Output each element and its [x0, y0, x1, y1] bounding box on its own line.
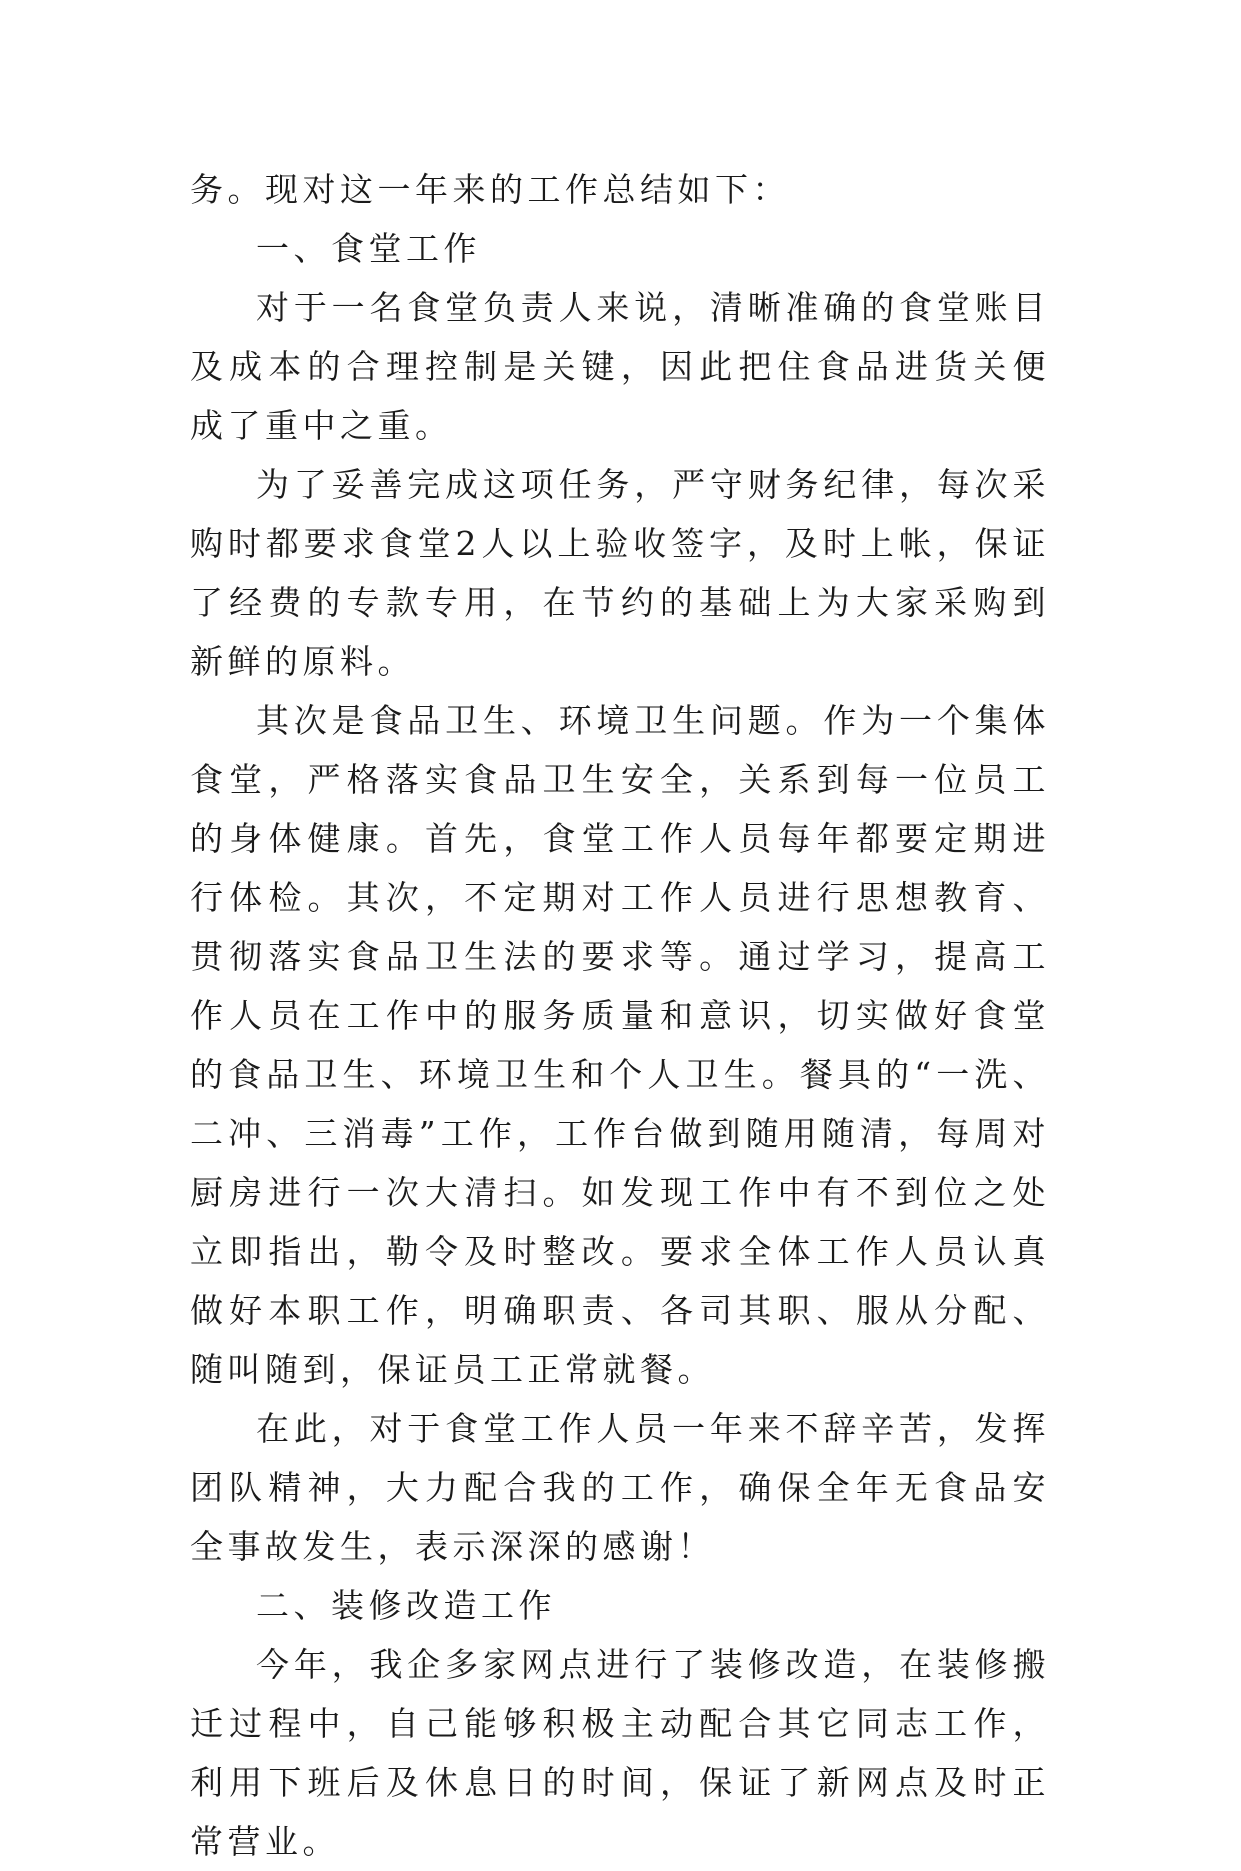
paragraph-accounts: 对于一名食堂负责人来说，清晰准确的食堂账目及成本的合理控制是关键，因此把住食品进货关便成了重中之重。	[190, 288, 1050, 445]
section-heading-canteen: 一、食堂工作	[256, 229, 481, 268]
paragraph-procurement: 为了妥善完成这项任务，严守财务纪律，每次采购时都要求食堂2人以上验收签字，及时上帐，保证了经费的专款专用，在节约的基础上为大家采购到新鲜的原料。	[190, 465, 1050, 681]
document-body	[190, 160, 1050, 1871]
section-heading-renovation: 二、装修改造工作	[256, 1586, 556, 1625]
paragraph-thanks: 在此，对于食堂工作人员一年来不辞辛苦，发挥团队精神，大力配合我的工作，确保全年无食品安全事故发生，表示深深的感谢！	[190, 1409, 1050, 1566]
paragraph-continuation: 务。现对这一年来的工作总结如下：	[190, 170, 790, 209]
paragraph-renovation: 今年，我企多家网点进行了装修改造，在装修搬迁过程中，自己能够积极主动配合其它同志工作，利用下班后及休息日的时间，保证了新网点及时正常营业。	[190, 1645, 1050, 1861]
paragraph-hygiene: 其次是食品卫生、环境卫生问题。作为一个集体食堂，严格落实食品卫生安全，关系到每一位员工的身体健康。首先，食堂工作人员每年都要定期进行体检。其次，不定期对工作人员进行思想教育、贯彻落实食品卫生法的要求等。通过学习，提高工作人员在工作中的服务质量和意识，切实做好食堂的食品卫生、环境卫生和个人卫生。餐具的“一洗、二冲、三消毒”工作，工作台做到随用随清，每周对厨房进行一次大清扫。如发现工作中有不到位之处立即指出，勒令及时整改。要求全体工作人员认真做好本职工作，明确职责、各司其职、服从分配、随叫随到，保证员工正常就餐。	[190, 701, 1050, 1389]
